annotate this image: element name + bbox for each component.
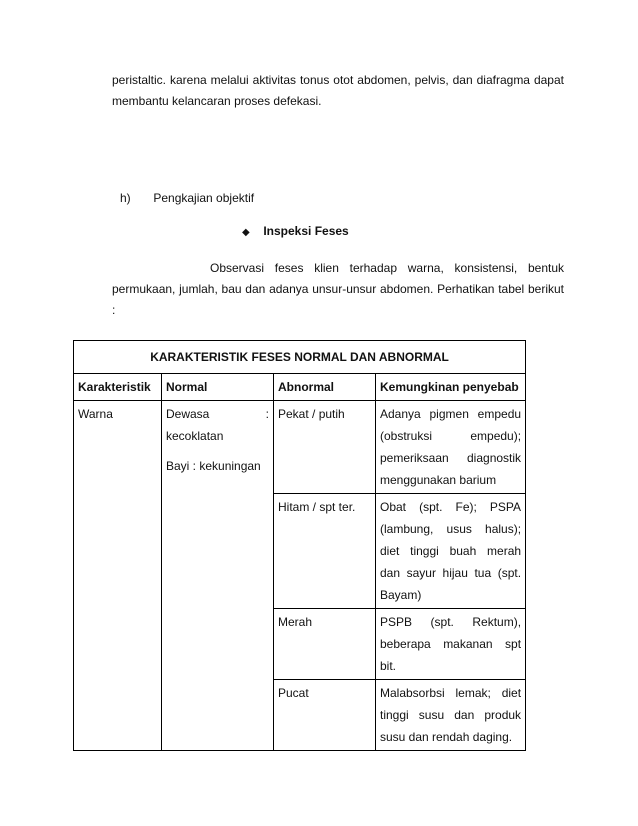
header-penyebab: Kemungkinan penyebab: [376, 374, 526, 401]
bullet-item: [242, 221, 349, 243]
header-abnormal: Abnormal: [274, 374, 376, 401]
table-title: KARAKTERISTIK FESES NORMAL DAN ABNORMAL: [74, 341, 526, 374]
section-number: h): [120, 191, 131, 205]
cell-normal: [162, 401, 274, 751]
header-karakteristik: Karakteristik: [74, 374, 162, 401]
diamond-bullet-icon: ◆: [242, 227, 250, 238]
cell-abnormal: Merah: [274, 609, 376, 680]
cell-penyebab: PSPB (spt. Rektum), beberapa makanan spt bit.: [376, 609, 526, 680]
cell-abnormal: Pekat / putih: [274, 401, 376, 494]
paragraph-intro: peristaltic. karena melalui aktivitas tonus otot abdomen, pelvis, dan diafragma dapat membantu kelancaran proses defekasi.: [112, 73, 564, 108]
section-title: Pengkajian objektif: [153, 191, 255, 205]
cell-penyebab: Obat (spt. Fe); PSPA (lambung, usus halus); diet tinggi buah merah dan sayur hijau tua (spt. Bayam): [376, 494, 526, 609]
header-normal: Normal: [162, 374, 274, 401]
section-heading: [120, 188, 254, 209]
cell-abnormal: Pucat: [274, 680, 376, 751]
cell-penyebab: Adanya pigmen empedu (obstruksi empedu); pemeriksaan diagnostik menggunakan barium: [376, 401, 526, 494]
table-row: [74, 401, 526, 494]
cell-penyebab: Malabsorbsi lemak; diet tinggi susu dan produk susu dan rendah daging.: [376, 680, 526, 751]
cell-karakteristik: Warna: [74, 401, 162, 751]
normal-dewasa: Dewasa : kecoklatan: [166, 407, 269, 443]
table-header-row: [74, 374, 526, 401]
cell-abnormal: Hitam / spt ter.: [274, 494, 376, 609]
feses-table: [73, 340, 526, 751]
normal-bayi: Bayi : kekuningan: [166, 459, 261, 473]
paragraph-observasi: Observasi feses klien terhadap warna, konsistensi, bentuk permukaan, jumlah, bau dan adanya unsur-unsur abdomen. Perhatikan tabel berikut :: [112, 261, 564, 317]
bullet-title: Inspeksi Feses: [263, 224, 349, 238]
